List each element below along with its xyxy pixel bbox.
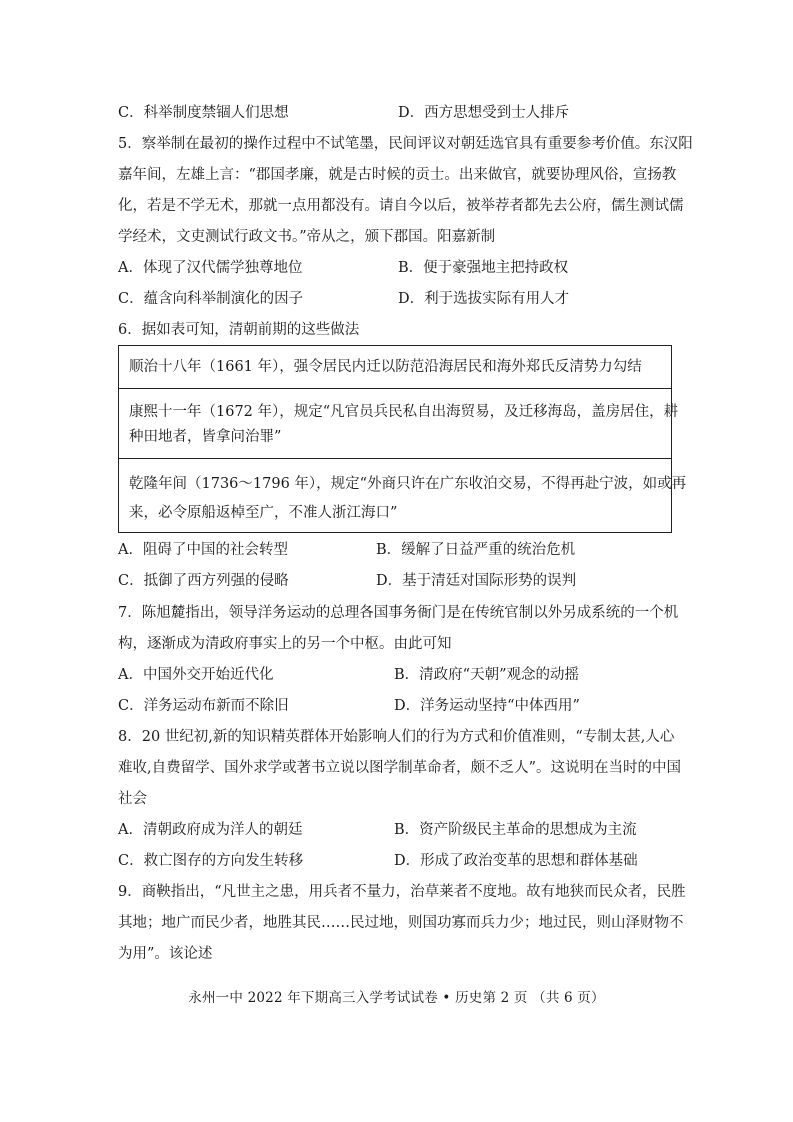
q6-option-a: A．阻碍了中国的社会转型 xyxy=(118,542,288,558)
q8-stem-line-1: 8．20 世纪初,新的知识精英群体开始影响人们的行为方式和价值准则，“专制太甚,人心 xyxy=(118,729,675,745)
q8-stem-line-2: 难收,自费留学、国外求学或著书立说以图学制革命者，颇不乏人”。这说明在当时的中国 xyxy=(118,760,682,776)
q7-option-b: B．清政府“天朝”观念的动摇 xyxy=(394,667,579,683)
q5-stem-line-3: 化，若是不学无术，那就一点用都没有。请自今以后，被举荐者都先去公府，儒生测试儒 xyxy=(118,198,684,214)
q7-stem-line-1: 7．陈旭麓指出，领导洋务运动的总理各国事务衙门是在传统官制以外另成系统的一个机 xyxy=(118,605,679,621)
q8-option-b: B．资产阶级民主革命的思想成为主流 xyxy=(394,822,637,838)
q5-stem-line-1: 5．察举制在最初的操作过程中不试笔墨，民间评议对朝廷选官具有重要参考价值。东汉阳 xyxy=(118,136,693,152)
q6-option-d: D．基于清廷对国际形势的误判 xyxy=(376,573,577,589)
q7-option-d: D．洋务运动坚持“中体西用” xyxy=(394,698,580,714)
table-row xyxy=(119,458,687,532)
table-row xyxy=(119,388,679,458)
q6-option-c: C．抵御了西方列强的侵略 xyxy=(118,573,289,589)
q7-option-a: A．中国外交开始近代化 xyxy=(118,667,274,683)
q6-stem: 6．据如表可知，清朝前期的这些做法 xyxy=(118,322,360,338)
q4-option-c: C．科举制度禁锢人们思想 xyxy=(118,105,289,121)
q8-option-c: C．救亡图存的方向发生转移 xyxy=(118,853,304,869)
q9-stem-line-2: 其地；地广而民少者，地胜其民……民过地，则国功寡而兵力少；地过民，则山泽财物不 xyxy=(118,915,684,931)
q4-option-d: D．西方思想受到士人排斥 xyxy=(398,105,570,121)
q6-option-b: B．缓解了日益严重的统治危机 xyxy=(376,542,576,558)
q5-option-a: A．体现了汉代儒学独尊地位 xyxy=(118,260,303,276)
q9-stem-line-3: 为用”。该论述 xyxy=(118,946,213,962)
q5-stem-line-2: 嘉年间，左雄上言：“郡国孝廉，就是古时候的贡士。出来做官，就要协理风俗，宣扬教 xyxy=(118,167,677,183)
q5-stem-line-4: 学经术，文吏测试行政文书。”帝从之，颁下郡国。阳嘉新制 xyxy=(118,229,496,245)
q8-option-a: A．清朝政府成为洋人的朝廷 xyxy=(118,822,303,838)
q7-option-c: C．洋务运动布新而不除旧 xyxy=(118,698,289,714)
q9-stem-line-1: 9．商鞅指出，“凡世主之患，用兵者不量力，治草莱者不度地。故有地狭而民众者，民胜 xyxy=(118,884,686,900)
table-cell-text: 顺治十八年（1661 年），强令居民内迁以防范沿海居民和海外郑氏反清势力勾结 xyxy=(129,359,642,375)
table-cell-text: 乾隆年间（1736～1796 年），规定“外商只许在广东收泊交易，不得再赴宁波，如或再 xyxy=(129,476,687,492)
table-cell-text: 种田地者，皆拿问治罪” xyxy=(129,429,282,445)
q5-option-d: D．利于选拔实际有用人才 xyxy=(398,291,570,307)
q5-option-c: C．蕴含向科举制演化的因子 xyxy=(118,291,304,307)
q7-stem-line-2: 构，逐渐成为清政府事实上的另一个中枢。由此可知 xyxy=(118,636,452,652)
table-row xyxy=(119,346,671,388)
table-cell-text: 康熙十一年（1672 年），规定“凡官员兵民私自出海贸易，及迁移海岛，盖房居住，耕 xyxy=(129,404,679,420)
q8-option-d: D．形成了政治变革的思想和群体基础 xyxy=(394,853,638,869)
page-footer: 永州一中 2022 年下期高三入学考试试卷 • 历史第 2 页 （共 6 页） xyxy=(188,990,605,1006)
q5-option-b: B．便于豪强地主把持政权 xyxy=(398,260,569,276)
q6-table xyxy=(118,345,687,533)
q8-stem-line-3: 社会 xyxy=(118,791,147,807)
table-cell-text: 来，必令原船返棹至广，不准人浙江海口” xyxy=(129,505,398,521)
